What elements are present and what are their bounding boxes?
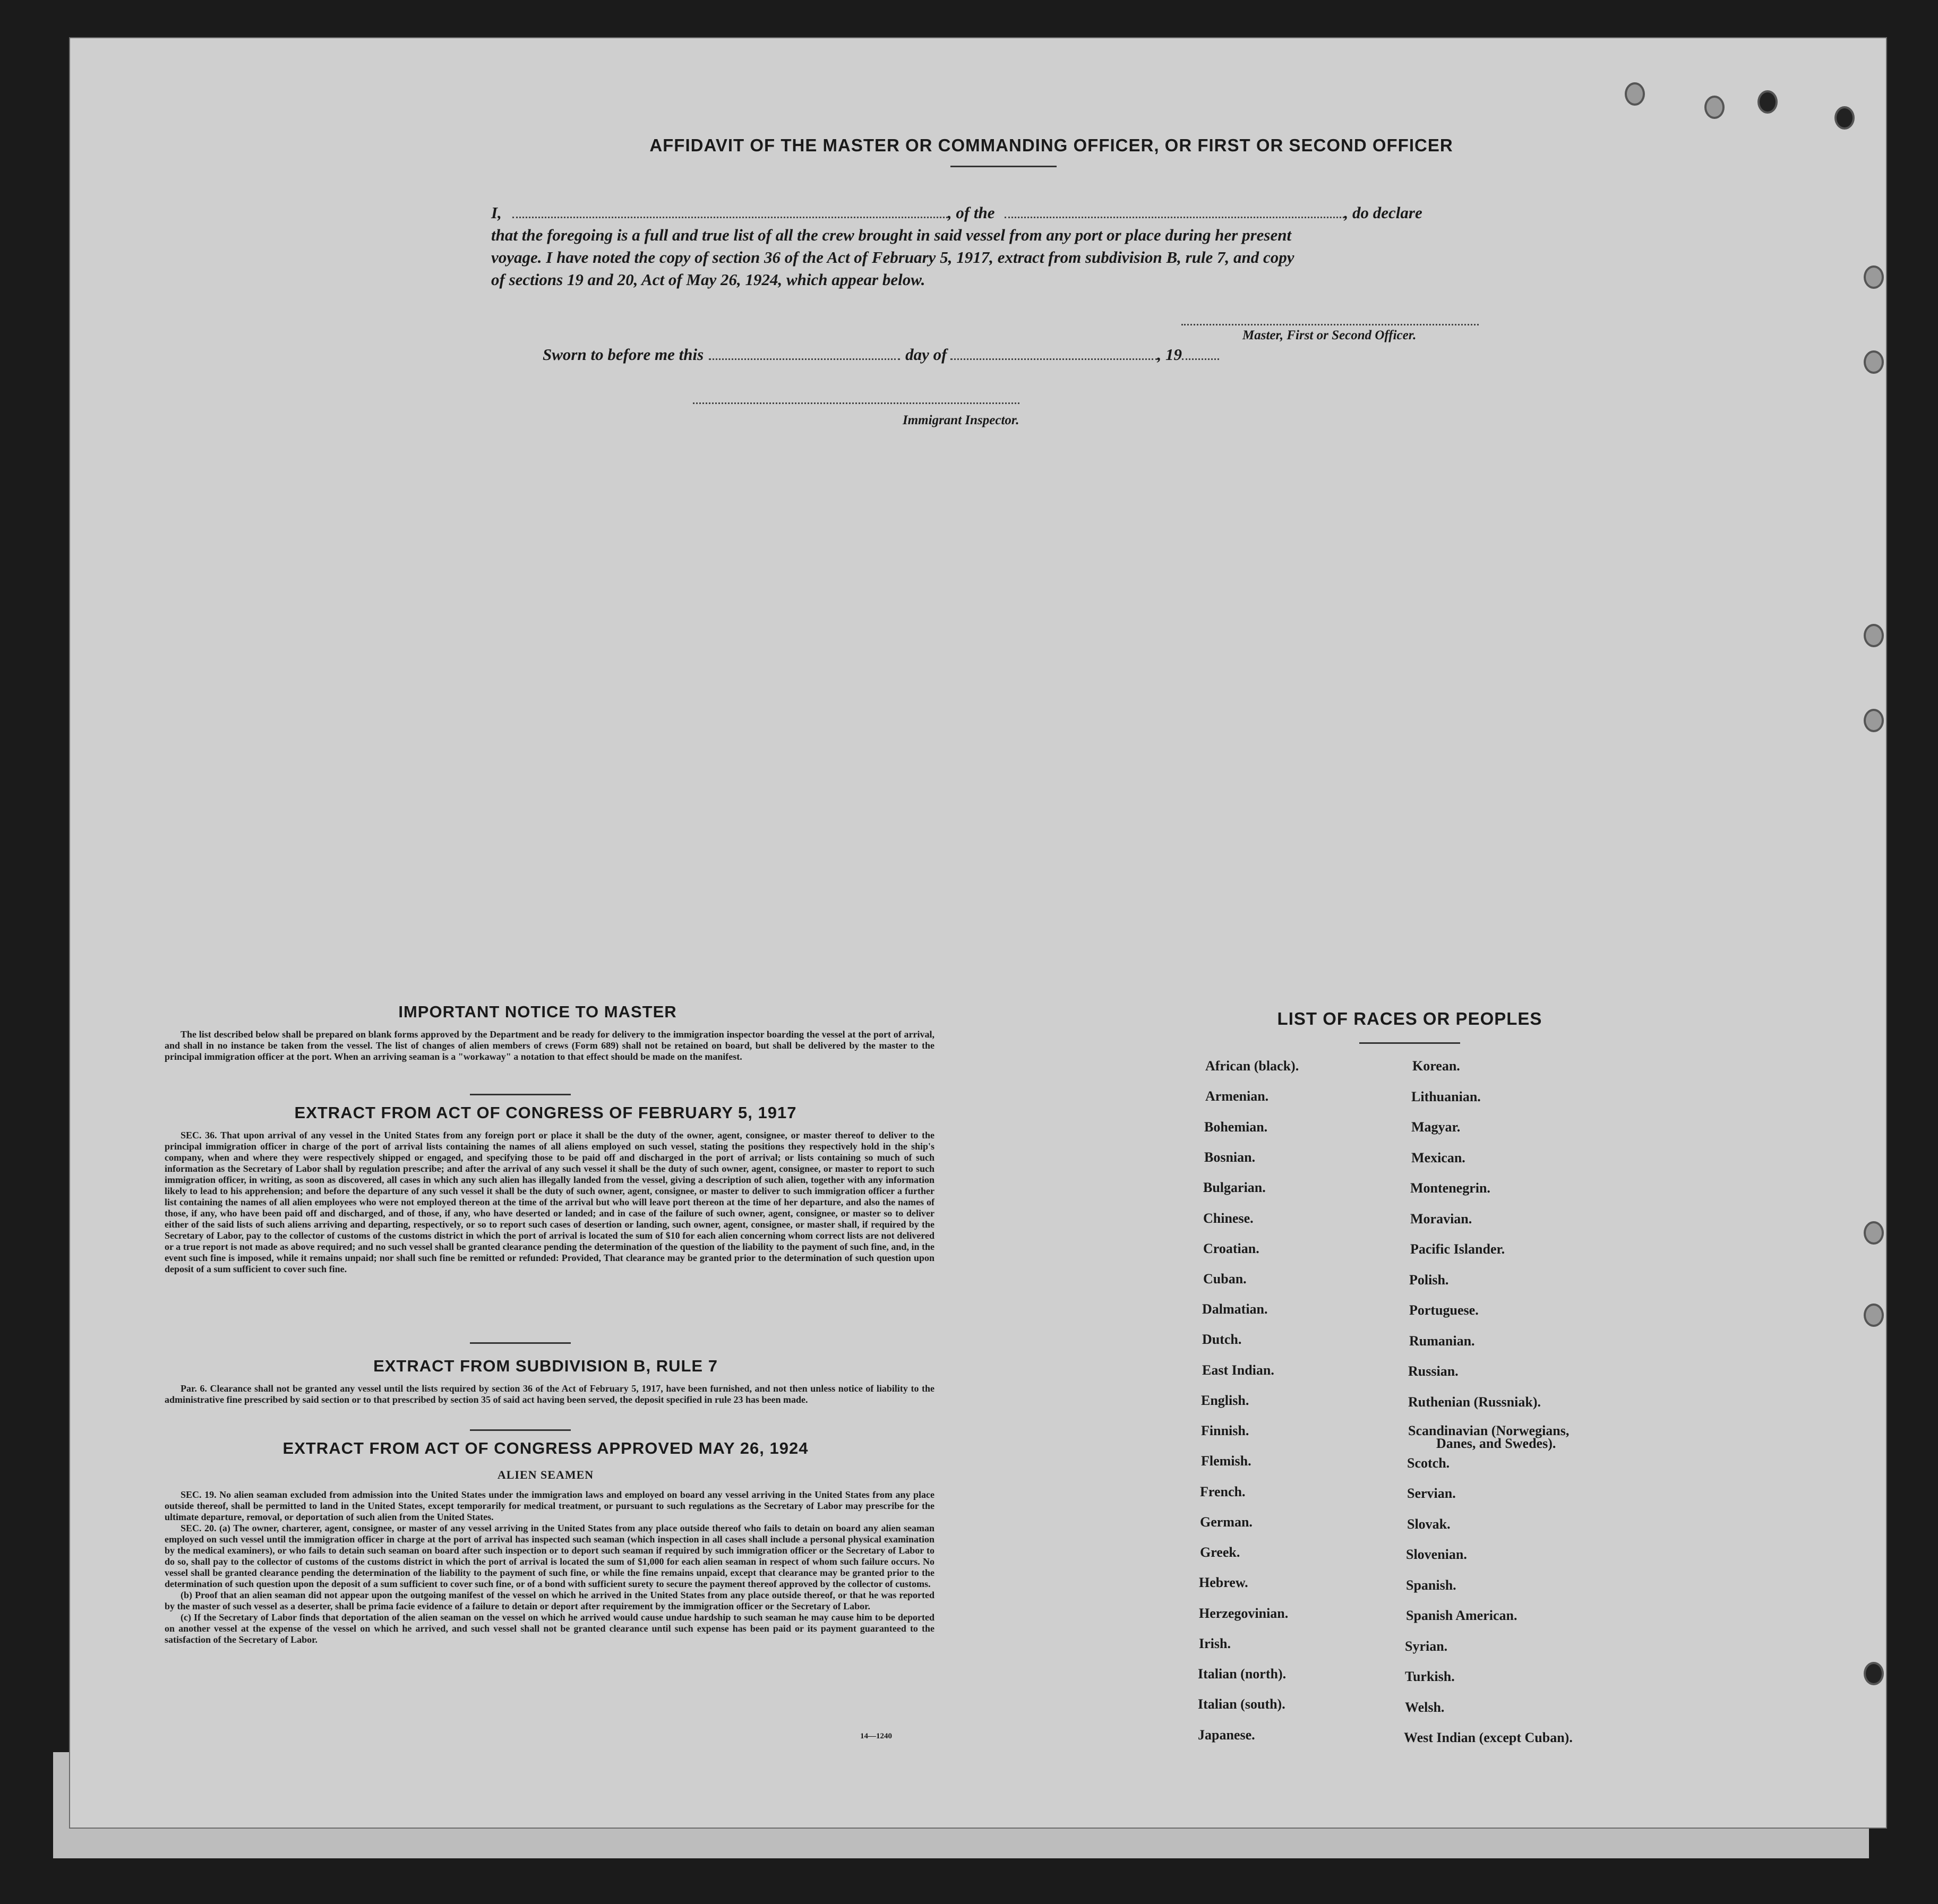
race-item: German.: [1200, 1514, 1253, 1530]
race-item: Scandinavian (Norwegians,: [1408, 1423, 1570, 1438]
race-item: Pacific Islander.: [1410, 1241, 1505, 1257]
declaration-i: I,: [491, 203, 502, 222]
binder-hole-icon: [1864, 265, 1884, 289]
heading-divider: [950, 166, 1057, 167]
race-item: Magyar.: [1411, 1119, 1461, 1135]
race-item: Bohemian.: [1204, 1119, 1268, 1135]
sworn-day-blank[interactable]: [709, 348, 900, 360]
race-item: Welsh.: [1405, 1700, 1445, 1715]
race-item: Slovenian.: [1406, 1547, 1467, 1562]
sworn-year-blank[interactable]: [1182, 348, 1219, 360]
sec19-text: SEC. 19. No alien seaman excluded from admission into the United States under the immigration laws and employed on board any vessel arriving in the United States from any place outside thereof, shall be permitted to land in the United States, except temporarily for medical treatment, or pursuant to such regulations as the Secretary of Labor may prescribe for the ultimate departure, removal, or deportation of such alien from the United States.: [165, 1489, 934, 1522]
day-of-label: day of: [905, 345, 947, 364]
master-signature-label: Master, First or Second Officer.: [1242, 328, 1417, 342]
declaration-line-4: of sections 19 and 20, Act of May 26, 1924, which appear below.: [491, 270, 925, 289]
race-item: Rumanian.: [1409, 1333, 1475, 1349]
sworn-label: Sworn to before me this: [543, 345, 704, 364]
vessel-blank[interactable]: [1005, 206, 1344, 218]
race-item: Irish.: [1199, 1636, 1231, 1651]
declaration-line-2: that the foregoing is a full and true list of all the crew brought in said vessel from any port or place during her present: [491, 226, 1292, 244]
binder-hole-icon: [1864, 1662, 1884, 1685]
race-item: Flemish.: [1201, 1453, 1251, 1469]
form-number: 14—1240: [860, 1732, 892, 1740]
binder-hole-icon: [1757, 90, 1778, 114]
race-item: East Indian.: [1202, 1362, 1274, 1378]
races-divider: [1359, 1042, 1460, 1044]
race-item: Slovak.: [1407, 1516, 1451, 1532]
race-item: Italian (north).: [1198, 1666, 1287, 1682]
sworn-month-blank[interactable]: [950, 348, 1157, 360]
race-item: Korean.: [1412, 1058, 1460, 1074]
master-signature-line[interactable]: [1181, 324, 1479, 325]
binder-hole-icon: [1864, 709, 1884, 732]
race-item: Lithuanian.: [1411, 1089, 1481, 1104]
race-item: Syrian.: [1405, 1639, 1448, 1654]
affidavit-declaration: [491, 202, 1516, 291]
race-item: Bulgarian.: [1203, 1180, 1266, 1195]
declaration-of: , of the: [947, 203, 995, 222]
sec20b-text: (b) Proof that an alien seaman did not appear upon the outgoing manifest of the vessel on which he arrived in the United States from any place outside thereof, or that he was reported by the master of such vessel as a deserter, shall be prima facie evidence of a failure to detain or deport after requirement by the immigration officer or the Secretary of Labor.: [165, 1590, 934, 1611]
section-divider: [470, 1429, 571, 1431]
binder-hole-icon: [1864, 350, 1884, 374]
race-item: French.: [1200, 1484, 1246, 1499]
race-item: Hebrew.: [1199, 1575, 1248, 1590]
race-item: Servian.: [1407, 1486, 1456, 1501]
binder-hole-icon: [1864, 1303, 1884, 1327]
race-item: Bosnian.: [1204, 1150, 1256, 1165]
race-item: Mexican.: [1411, 1150, 1465, 1165]
declaration-line-3: voyage. I have noted the copy of section 36 of the Act of February 5, 1917, extract from subdivision B, rule 7, and copy: [491, 248, 1294, 267]
inspector-signature-label: Immigrant Inspector.: [903, 413, 1019, 427]
name-blank[interactable]: [512, 206, 948, 218]
race-item: Chinese.: [1203, 1211, 1254, 1226]
alien-seamen-subheading: ALIEN SEAMEN: [497, 1468, 594, 1481]
race-item: Polish.: [1409, 1272, 1449, 1288]
race-item: West Indian (except Cuban).: [1404, 1730, 1573, 1745]
races-heading: LIST OF RACES OR PEOPLES: [1277, 1009, 1542, 1028]
race-item: Montenegrin.: [1410, 1180, 1490, 1196]
race-item: Greek.: [1200, 1545, 1240, 1560]
race-item: Italian (south).: [1198, 1696, 1285, 1712]
race-item: African (black).: [1205, 1058, 1299, 1074]
race-item: Cuban.: [1203, 1271, 1247, 1287]
binder-hole-icon: [1864, 1221, 1884, 1245]
race-item: Dutch.: [1202, 1332, 1242, 1347]
extract-1924-heading: EXTRACT FROM ACT OF CONGRESS APPROVED MAY 26, 1924: [282, 1439, 809, 1457]
race-item: Portuguese.: [1409, 1302, 1479, 1318]
race-item: Finnish.: [1201, 1423, 1249, 1438]
race-item: Japanese.: [1198, 1727, 1255, 1743]
extract-1924-body: [165, 1489, 934, 1645]
inspector-signature-line[interactable]: [693, 402, 1019, 404]
extract-1917-body: SEC. 36. That upon arrival of any vessel in the United States from any foreign port or place it shall be the duty of the owner, agent, consignee, or master thereof to deliver to the principal immigration officer in charge of the port of arrival lists containing the names of all aliens employed on such vessel, stating the positions they respectively hold in the ship's company, when and where they were respectively shipped or engaged, and specifying those to be paid off and discharged in the port of arrival; or lists containing so much of such information as the Secretary of Labor shall by regulation prescribe; and after the arrival of any such vessel it shall be the duty of such owner, agent, consignee, or master to report to such immigration officer, in writing, as soon as discovered, all cases in which any such alien has illegally landed from the vessel, giving a description of such alien, together with any information likely to lead to his apprehension; and before the departure of any such vessel it shall be the duty of such owner, agent, consignee, or master to deliver to such immigration officer a further list containing the names of all alien employees who were not employed thereon at the time of the arrival but who will leave port thereon at the time of her departure, and also the names of those, if any, who have been paid off and discharged, and of those, if any, who have deserted or landed; and in case of the failure of such owner, agent, consignee, or master so to deliver either of the said lists of such aliens arriving and departing, respectively, or so to report such cases of desertion or landing, such owner, agent, consignee, or master shall, if required by the Secretary of Labor, pay to the collector of customs of the customs district in which the port of arrival is located the sum of $10 for each alien concerning whom correct lists are not delivered or a true report is not made as above required; and no such vessel shall be granted clearance pending the determination of the question of the liability to the payment of such fine, and, in the event such fine is imposed, while it remains unpaid; nor shall such fine be remitted or refunded: Provided, That clearance may be granted prior to the determination of such question upon deposit of a sum sufficient to cover such fine.: [165, 1130, 934, 1274]
declaration-declare: , do declare: [1344, 203, 1422, 222]
binder-hole-icon: [1625, 82, 1645, 106]
year-label: , 19: [1157, 345, 1182, 364]
race-item: Spanish.: [1406, 1577, 1456, 1593]
race-item: Herzegovinian.: [1199, 1606, 1289, 1621]
sworn-statement: [543, 345, 1219, 364]
rule7-body: Par. 6. Clearance shall not be granted any vessel until the lists required by section 36 of the Act of February 5, 1917, have been furnished, and not then unless notice of liability to the administrative fine prescribed by said section or to that prescribed by section 35 of said act having been served, the deposit specified in rule 23 has been made.: [165, 1383, 934, 1405]
race-item: Danes, and Swedes).: [1436, 1436, 1556, 1451]
race-item: Armenian.: [1205, 1088, 1269, 1104]
race-item: Turkish.: [1405, 1669, 1455, 1684]
binder-hole-icon: [1704, 96, 1725, 119]
sec20c-text: (c) If the Secretary of Labor finds that deportation of the alien seaman on the vessel on which he arrived would cause undue hardship to such seaman he may cause him to be deported on another vessel at the expense of the vessel on which he arrived, and such vessel shall not be granted clearance until such expense has been paid or its payment guaranteed to the satisfaction of the Secretary of Labor.: [165, 1612, 934, 1645]
notice-heading: IMPORTANT NOTICE TO MASTER: [398, 1002, 677, 1021]
sec20a-text: SEC. 20. (a) The owner, charterer, agent, consignee, or master of any vessel arriving in the United States from any place outside thereof who fails to detain on board any alien seaman employed on such vessel until the immigration officer in charge at the port of arrival has inspected such seaman (which inspection in all cases shall include a personal physical examination by the medical examiners), or who fails to detain such seaman on board after such inspection or to deport such seaman if required by such immigration officer or the Secretary of Labor to do so, shall pay to the collector of customs of the customs district in which the port of arrival is located the sum of $1,000 for each alien seaman in respect of whom such failure occurs. No vessel shall be granted clearance pending the determination of the liability to the payment of such fine, or while the fine remains unpaid, except that clearance may be granted prior to the determination of such question upon the deposit of a sum sufficient to cover such fine, or of a bond with sufficient surety to secure the payment thereof approved by the collector of customs.: [165, 1523, 934, 1589]
race-item: Spanish American.: [1406, 1608, 1517, 1623]
extract-1917-heading: EXTRACT FROM ACT OF CONGRESS OF FEBRUARY 5, 1917: [294, 1103, 797, 1122]
race-item: Russian.: [1408, 1363, 1459, 1379]
section-divider: [470, 1094, 571, 1095]
race-item: English.: [1201, 1393, 1249, 1408]
race-item: Dalmatian.: [1202, 1301, 1268, 1317]
race-item: Scotch.: [1407, 1455, 1450, 1471]
race-item: Croatian.: [1203, 1241, 1259, 1256]
binder-hole-icon: [1834, 106, 1855, 130]
notice-body: The list described below shall be prepared on blank forms approved by the Department and be ready for delivery to the immigration inspector boarding the vessel at the port of arrival, and shall in no instance be taken from the vessel. The list of changes of alien members of crews (Form 689) shall not be retained on board, but shall be delivered by the master to the principal immigration officer at the port. When an arriving seaman is a "workaway" a notation to that effect should be made on the manifest.: [165, 1029, 934, 1062]
section-divider: [470, 1342, 571, 1344]
rule7-heading: EXTRACT FROM SUBDIVISION B, RULE 7: [373, 1357, 718, 1375]
binder-hole-icon: [1864, 624, 1884, 647]
race-item: Moravian.: [1410, 1211, 1472, 1227]
affidavit-heading: AFFIDAVIT OF THE MASTER OR COMMANDING OFFICER, OR FIRST OR SECOND OFFICER: [649, 135, 1453, 155]
race-item: Ruthenian (Russniak).: [1408, 1394, 1541, 1410]
